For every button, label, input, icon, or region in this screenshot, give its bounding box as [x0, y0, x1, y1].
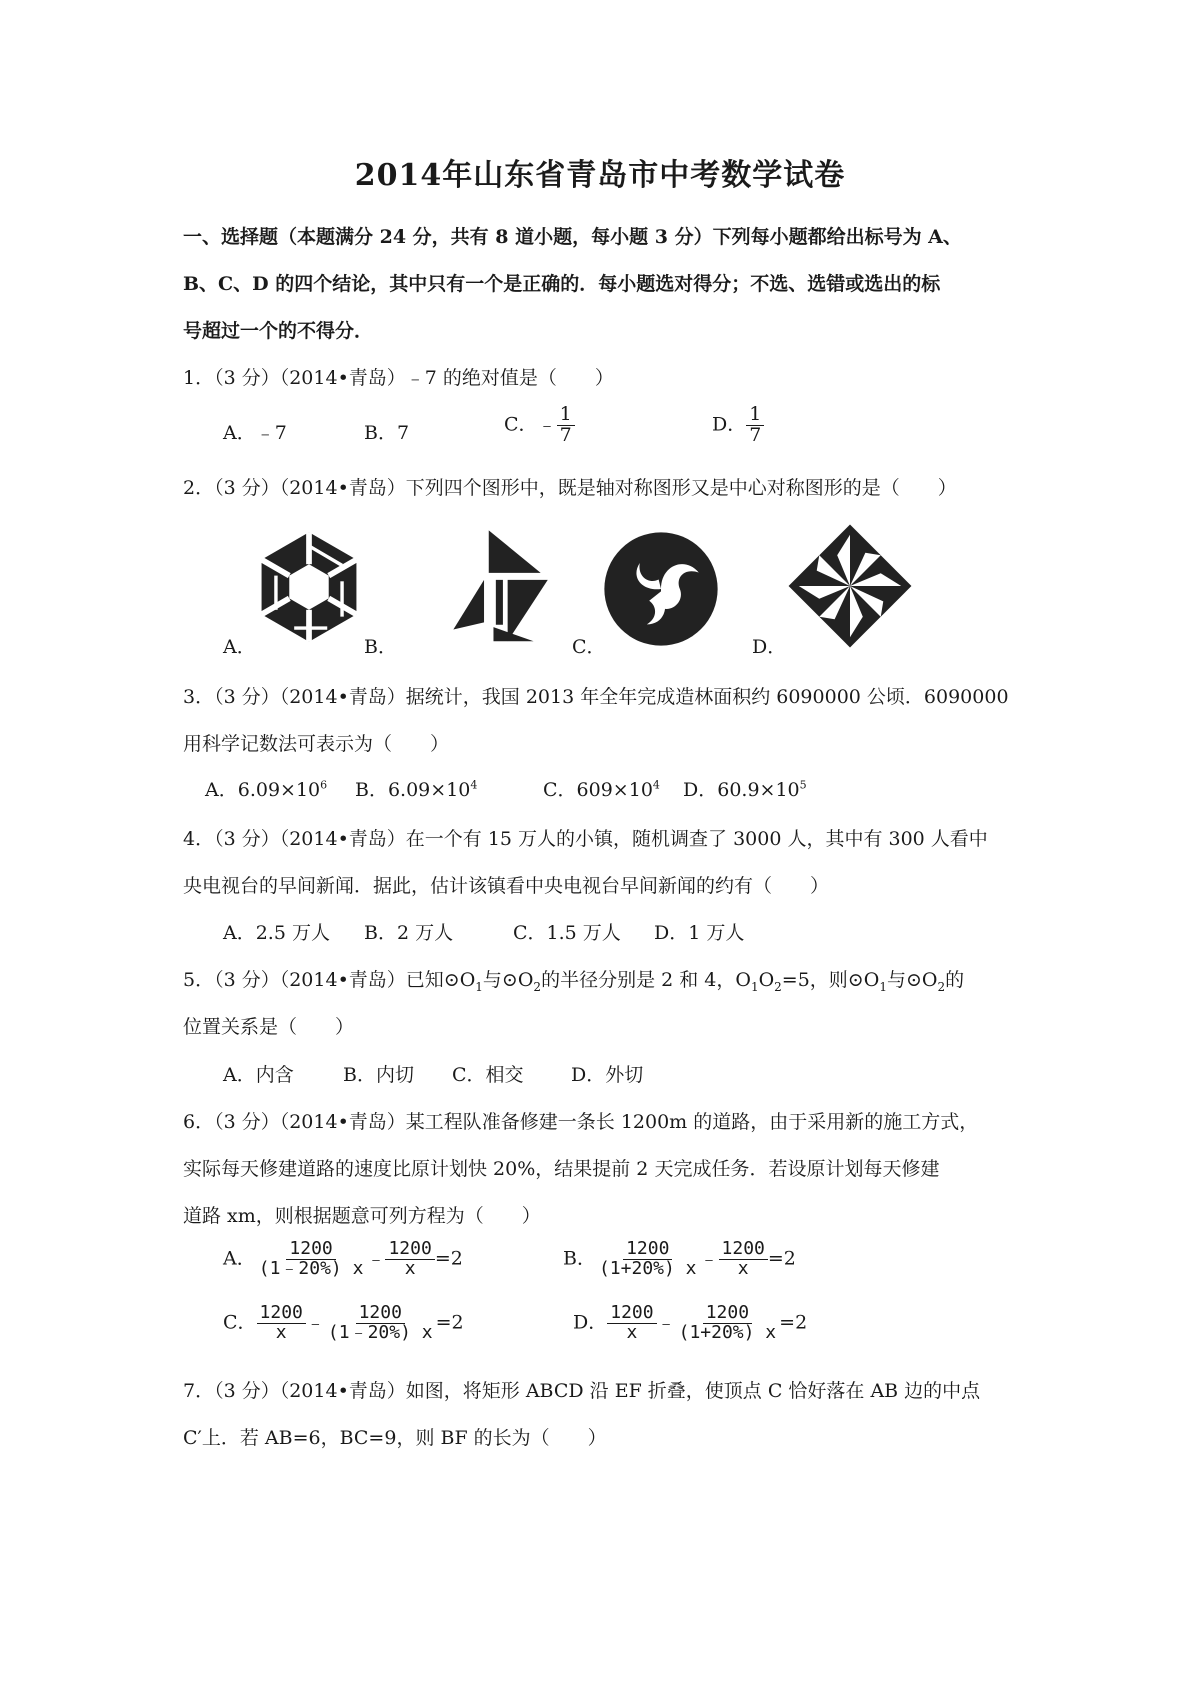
- q6-option-a-label: A．: [223, 1247, 256, 1270]
- question-3-stem-line-2: 用科学记数法可表示为（ ）: [183, 733, 450, 755]
- q6-option-a-minus: ﹣: [366, 1247, 386, 1270]
- q6-option-c-fraction-2: [325, 1304, 436, 1343]
- question-7-stem-line-2: C′上．若 AB=6，BC=9，则 BF 的长为（ ）: [183, 1427, 607, 1449]
- q6-option-a-denominator-2: x: [404, 1257, 416, 1279]
- q2-option-b: B．: [364, 636, 397, 658]
- q6-option-c: [223, 1304, 464, 1343]
- q3-option-a-label: A．: [205, 779, 238, 801]
- q6-option-a-numerator-2: 1200: [385, 1240, 434, 1260]
- q6-option-d-label: D．: [573, 1311, 608, 1334]
- q1-option-c-label: C．: [504, 413, 538, 436]
- q1-option-b: B．7: [364, 422, 410, 444]
- q6-option-d-equals: =2: [779, 1311, 808, 1334]
- q5-sub-6: 2: [937, 979, 946, 994]
- q5-sub-5: 1: [879, 979, 887, 994]
- q5-text-5: =5，则⊙O: [781, 969, 880, 991]
- q4-option-c: C．1.5 万人: [513, 922, 621, 944]
- q5-text-1: 5．（3 分）（2014•青岛）已知⊙O: [183, 969, 476, 991]
- q3-option-d-label: D．: [683, 779, 718, 801]
- section-intro-line-2: B、C、D 的四个结论，其中只有一个是正确的．每小题选对得分；不选、选错或选出的标: [183, 273, 941, 295]
- q6-option-d-numerator-1: 1200: [607, 1304, 656, 1324]
- yin-yang-circle-figure: [602, 530, 720, 648]
- q5-text-4: O: [758, 969, 775, 991]
- q3-option-b-label: B．: [355, 779, 388, 801]
- q6-option-d-minus: ﹣: [656, 1311, 676, 1334]
- q5-option-d: D．外切: [571, 1064, 644, 1086]
- question-5-stem-line-2: 位置关系是（ ）: [183, 1016, 355, 1038]
- q3-option-b-base: 6.09×10: [387, 779, 471, 801]
- q6-option-b-denominator-1: (1+20%) x: [598, 1257, 697, 1279]
- q3-option-d-base: 60.9×10: [717, 779, 800, 801]
- triangles-square-figure: [448, 528, 572, 646]
- q5-text-7: 的: [945, 969, 965, 991]
- q1-option-c-sign: ﹣: [537, 413, 557, 436]
- q3-option-a-exponent: 6: [320, 778, 328, 792]
- q6-option-c-fraction-1: [257, 1304, 306, 1343]
- q1-option-c: [504, 405, 575, 446]
- q6-option-d-fraction-1: [607, 1304, 656, 1343]
- q6-option-d-fraction-2: [676, 1304, 780, 1343]
- q5-option-c: C．相交: [452, 1064, 524, 1086]
- question-4-stem-line-2: 央电视台的早间新闻．据此，估计该镇看中央电视台早间新闻的约有（ ）: [183, 875, 830, 897]
- q6-option-a-denominator-1: (1﹣20%) x: [258, 1257, 364, 1279]
- q6-option-b-equals: =2: [767, 1247, 796, 1270]
- q6-option-a-equals: =2: [434, 1247, 463, 1270]
- q6-option-b-denominator-2: x: [737, 1257, 749, 1279]
- question-4-stem-line-1: 4．（3 分）（2014•青岛）在一个有 15 万人的小镇，随机调查了 3000 人，其中有 300 人看中: [183, 828, 988, 850]
- q6-option-a-numerator-1: 1200: [286, 1240, 335, 1260]
- question-6-stem-line-1: 6．（3 分）（2014•青岛）某工程队准备修建一条长 1200m 的道路，由于采用新的施工方式，: [183, 1111, 979, 1133]
- hexagon-pinwheel-figure: [252, 530, 366, 644]
- q6-option-d-denominator-1: x: [626, 1321, 638, 1343]
- q3-option-b-exponent: 4: [470, 778, 478, 792]
- section-intro-line-1: 一、选择题（本题满分 24 分，共有 8 道小题，每小题 3 分）下列每小题都给出标号为 A、: [183, 226, 962, 248]
- q3-option-c-base: 609×10: [576, 779, 653, 801]
- question-5-stem-line-1: [183, 965, 964, 994]
- q6-option-b-label: B．: [563, 1247, 596, 1270]
- q6-option-c-denominator-1: x: [275, 1321, 287, 1343]
- q1-option-c-fraction: [557, 405, 575, 446]
- q6-option-a: [223, 1240, 463, 1279]
- q6-option-a-fraction-1: [256, 1240, 367, 1279]
- q5-sub-4: 2: [774, 979, 782, 994]
- q6-option-c-label: C．: [223, 1311, 257, 1334]
- q6-option-c-equals: =2: [435, 1311, 464, 1334]
- q6-option-b-numerator-2: 1200: [719, 1240, 768, 1260]
- q6-option-c-minus: ﹣: [305, 1311, 325, 1334]
- q1-option-d-label: D．: [712, 413, 747, 436]
- question-3-stem-line-1: 3．（3 分）（2014•青岛）据统计，我国 2013 年全年完成造林面积约 6090000 公顷．6090000: [183, 686, 1009, 708]
- q6-option-c-numerator-1: 1200: [257, 1304, 306, 1324]
- page-title: 2014年山东省青岛市中考数学试卷: [354, 158, 846, 193]
- q2-option-c: C．: [572, 636, 606, 658]
- q1-option-a: A．﹣7: [223, 422, 287, 444]
- question-1-stem: 1．（3 分）（2014•青岛）﹣7 的绝对值是（ ）: [183, 367, 614, 389]
- q3-option-c-label: C．: [543, 779, 577, 801]
- q3-option-a-base: 6.09×10: [237, 779, 321, 801]
- q5-sub-3: 1: [750, 979, 759, 994]
- q3-option-d-exponent: 5: [799, 778, 807, 792]
- q5-text-6: 与⊙O: [886, 969, 938, 991]
- q5-sub-1: 1: [475, 979, 483, 994]
- q6-option-b: [563, 1240, 796, 1279]
- q6-option-b-numerator-1: 1200: [623, 1240, 672, 1260]
- q3-option-c-exponent: 4: [652, 778, 660, 792]
- q5-option-b: B．内切: [343, 1064, 414, 1086]
- q6-option-c-numerator-2: 1200: [356, 1304, 405, 1324]
- question-6-stem-line-3: 道路 xm，则根据题意可列方程为（ ）: [183, 1205, 541, 1227]
- q1-option-d-denominator: 7: [749, 423, 762, 446]
- q6-option-d-denominator-2: (1+20%) x: [678, 1321, 777, 1343]
- q1-option-c-numerator: 1: [557, 405, 575, 426]
- q6-option-c-denominator-2: (1﹣20%) x: [327, 1321, 433, 1343]
- diamond-pinwheel-figure: [786, 522, 914, 650]
- q6-option-d: [573, 1304, 807, 1343]
- q6-option-b-fraction-2: [719, 1240, 768, 1279]
- q5-sub-2: 2: [533, 979, 542, 994]
- q3-option-b: [355, 775, 477, 802]
- question-2-stem: 2．（3 分）（2014•青岛）下列四个图形中，既是轴对称图形又是中心对称图形的是（ ）: [183, 477, 957, 499]
- q2-option-d: D．: [752, 636, 787, 658]
- q3-option-d: [683, 775, 807, 802]
- q3-option-a: [205, 775, 327, 802]
- question-7-stem-line-1: 7．（3 分）（2014•青岛）如图，将矩形 ABCD 沿 EF 折叠，使顶点 C 恰好落在 AB 边的中点: [183, 1380, 981, 1402]
- q6-option-a-fraction-2: [385, 1240, 434, 1279]
- section-intro-line-3: 号超过一个的不得分．: [183, 320, 374, 342]
- q6-option-d-numerator-2: 1200: [703, 1304, 752, 1324]
- q3-option-c: [543, 775, 660, 802]
- q4-option-d: D．1 万人: [654, 922, 745, 944]
- q4-option-b: B．2 万人: [364, 922, 454, 944]
- q5-option-a: A．内含: [223, 1064, 294, 1086]
- question-6-stem-line-2: 实际每天修建道路的速度比原计划快 20%，结果提前 2 天完成任务．若设原计划每天修建: [183, 1158, 940, 1180]
- q5-text-2: 与⊙O: [482, 969, 534, 991]
- q6-option-b-fraction-1: [596, 1240, 700, 1279]
- q2-option-a: A．: [223, 636, 256, 658]
- q6-option-b-minus: ﹣: [699, 1247, 719, 1270]
- q4-option-a: A．2.5 万人: [223, 922, 330, 944]
- q1-option-d: [712, 405, 764, 446]
- q1-option-c-denominator: 7: [559, 423, 572, 446]
- q1-option-d-fraction: [746, 405, 764, 446]
- q1-option-d-numerator: 1: [746, 405, 764, 426]
- q5-text-3: 的半径分别是 2 和 4，O: [541, 969, 751, 991]
